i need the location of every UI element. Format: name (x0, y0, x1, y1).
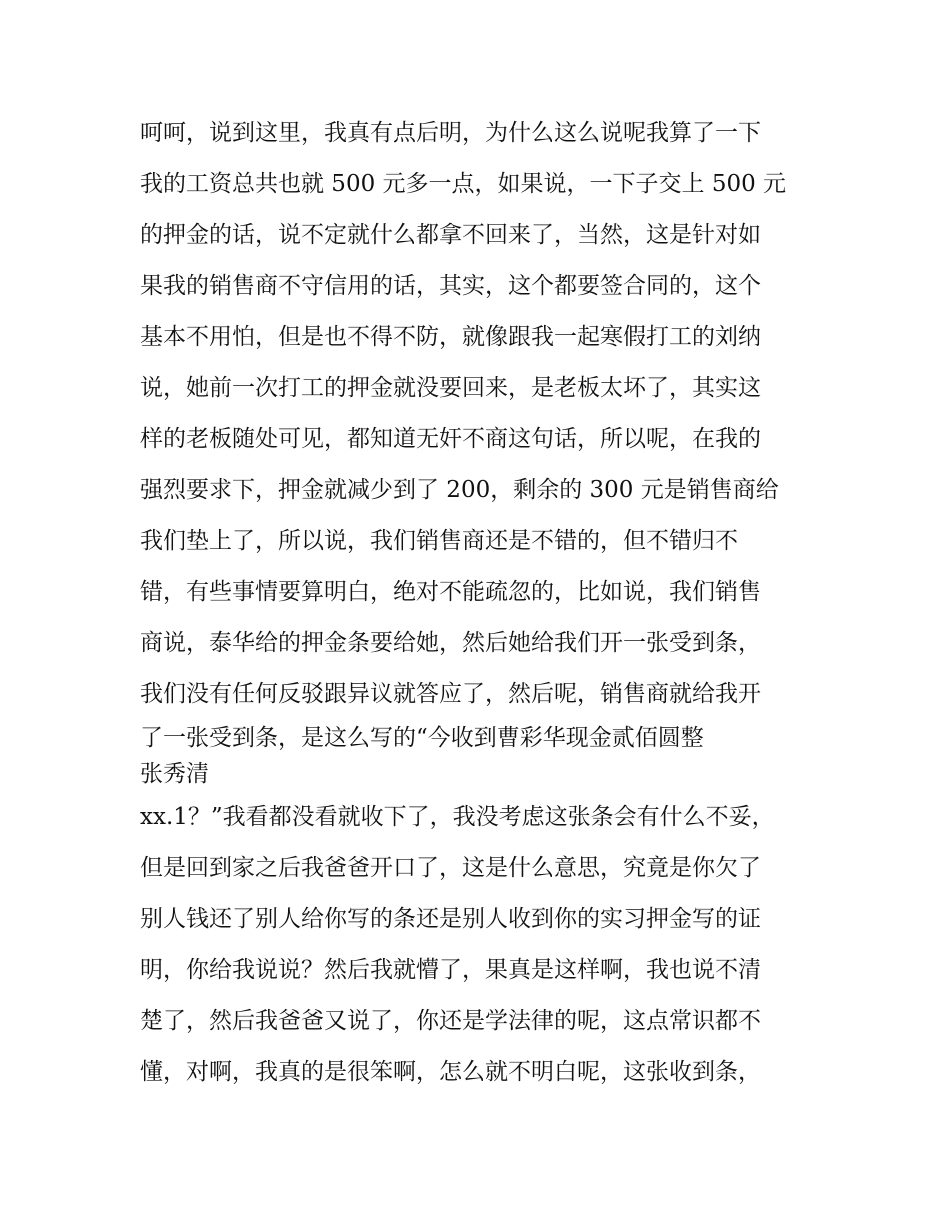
text-line: 我的工资总共也就 500 元多一点，如果说，一下子交上 500 元 (140, 171, 787, 197)
text-line: 商说，泰华给的押金条要给她，然后她给我们开一张受到条， (140, 630, 761, 656)
text-line: 错，有些事情要算明白，绝对不能疏忽的，比如说，我们销售 (140, 579, 761, 605)
text-line: 我们没有任何反驳跟异议就答应了，然后呢，销售商就给我开 (140, 681, 761, 707)
text-line: xx.1？”我看都没看就收下了，我没考虑这张条会有什么不妥， (140, 804, 775, 830)
text-line: 样的老板随处可见，都知道无奸不商这句话，所以呢，在我的 (140, 426, 761, 452)
text-line: 别人钱还了别人给你写的条还是别人收到你的实习押金写的证 (140, 906, 761, 932)
text-line: 强烈要求下，押金就减少到了 200，剩余的 300 元是销售商给 (140, 477, 779, 503)
body-text (140, 108, 820, 1098)
text-line: 呵呵，说到这里，我真有点后明，为什么这么说呢我算了一下 (140, 120, 761, 146)
text-line: 了一张受到条，是这么写的“今收到曹彩华现金贰佰圆整 (140, 725, 704, 751)
text-line: 的押金的话，说不定就什么都拿不回来了，当然，这是针对如 (140, 222, 761, 248)
text-line: 果我的销售商不守信用的话，其实，这个都要签合同的，这个 (140, 273, 761, 299)
text-line: 明，你给我说说？然后我就懵了，果真是这样啊，我也说不清 (140, 957, 761, 983)
text-line: 楚了，然后我爸爸又说了，你还是学法律的呢，这点常识都不 (140, 1008, 761, 1034)
text-line: 但是回到家之后我爸爸开口了，这是什么意思，究竟是你欠了 (140, 855, 761, 881)
text-line: 我们垫上了，所以说，我们销售商还是不错的，但不错归不 (140, 528, 738, 554)
text-line: 基本不用怕，但是也不得不防，就像跟我一起寒假打工的刘纳 (140, 324, 761, 350)
text-line: 说，她前一次打工的押金就没要回来，是老板太坏了，其实这 (140, 375, 761, 401)
signature-name: 张秀清 (140, 761, 209, 787)
text-line: 懂，对啊，我真的是很笨啊，怎么就不明白呢，这张收到条， (140, 1059, 761, 1085)
